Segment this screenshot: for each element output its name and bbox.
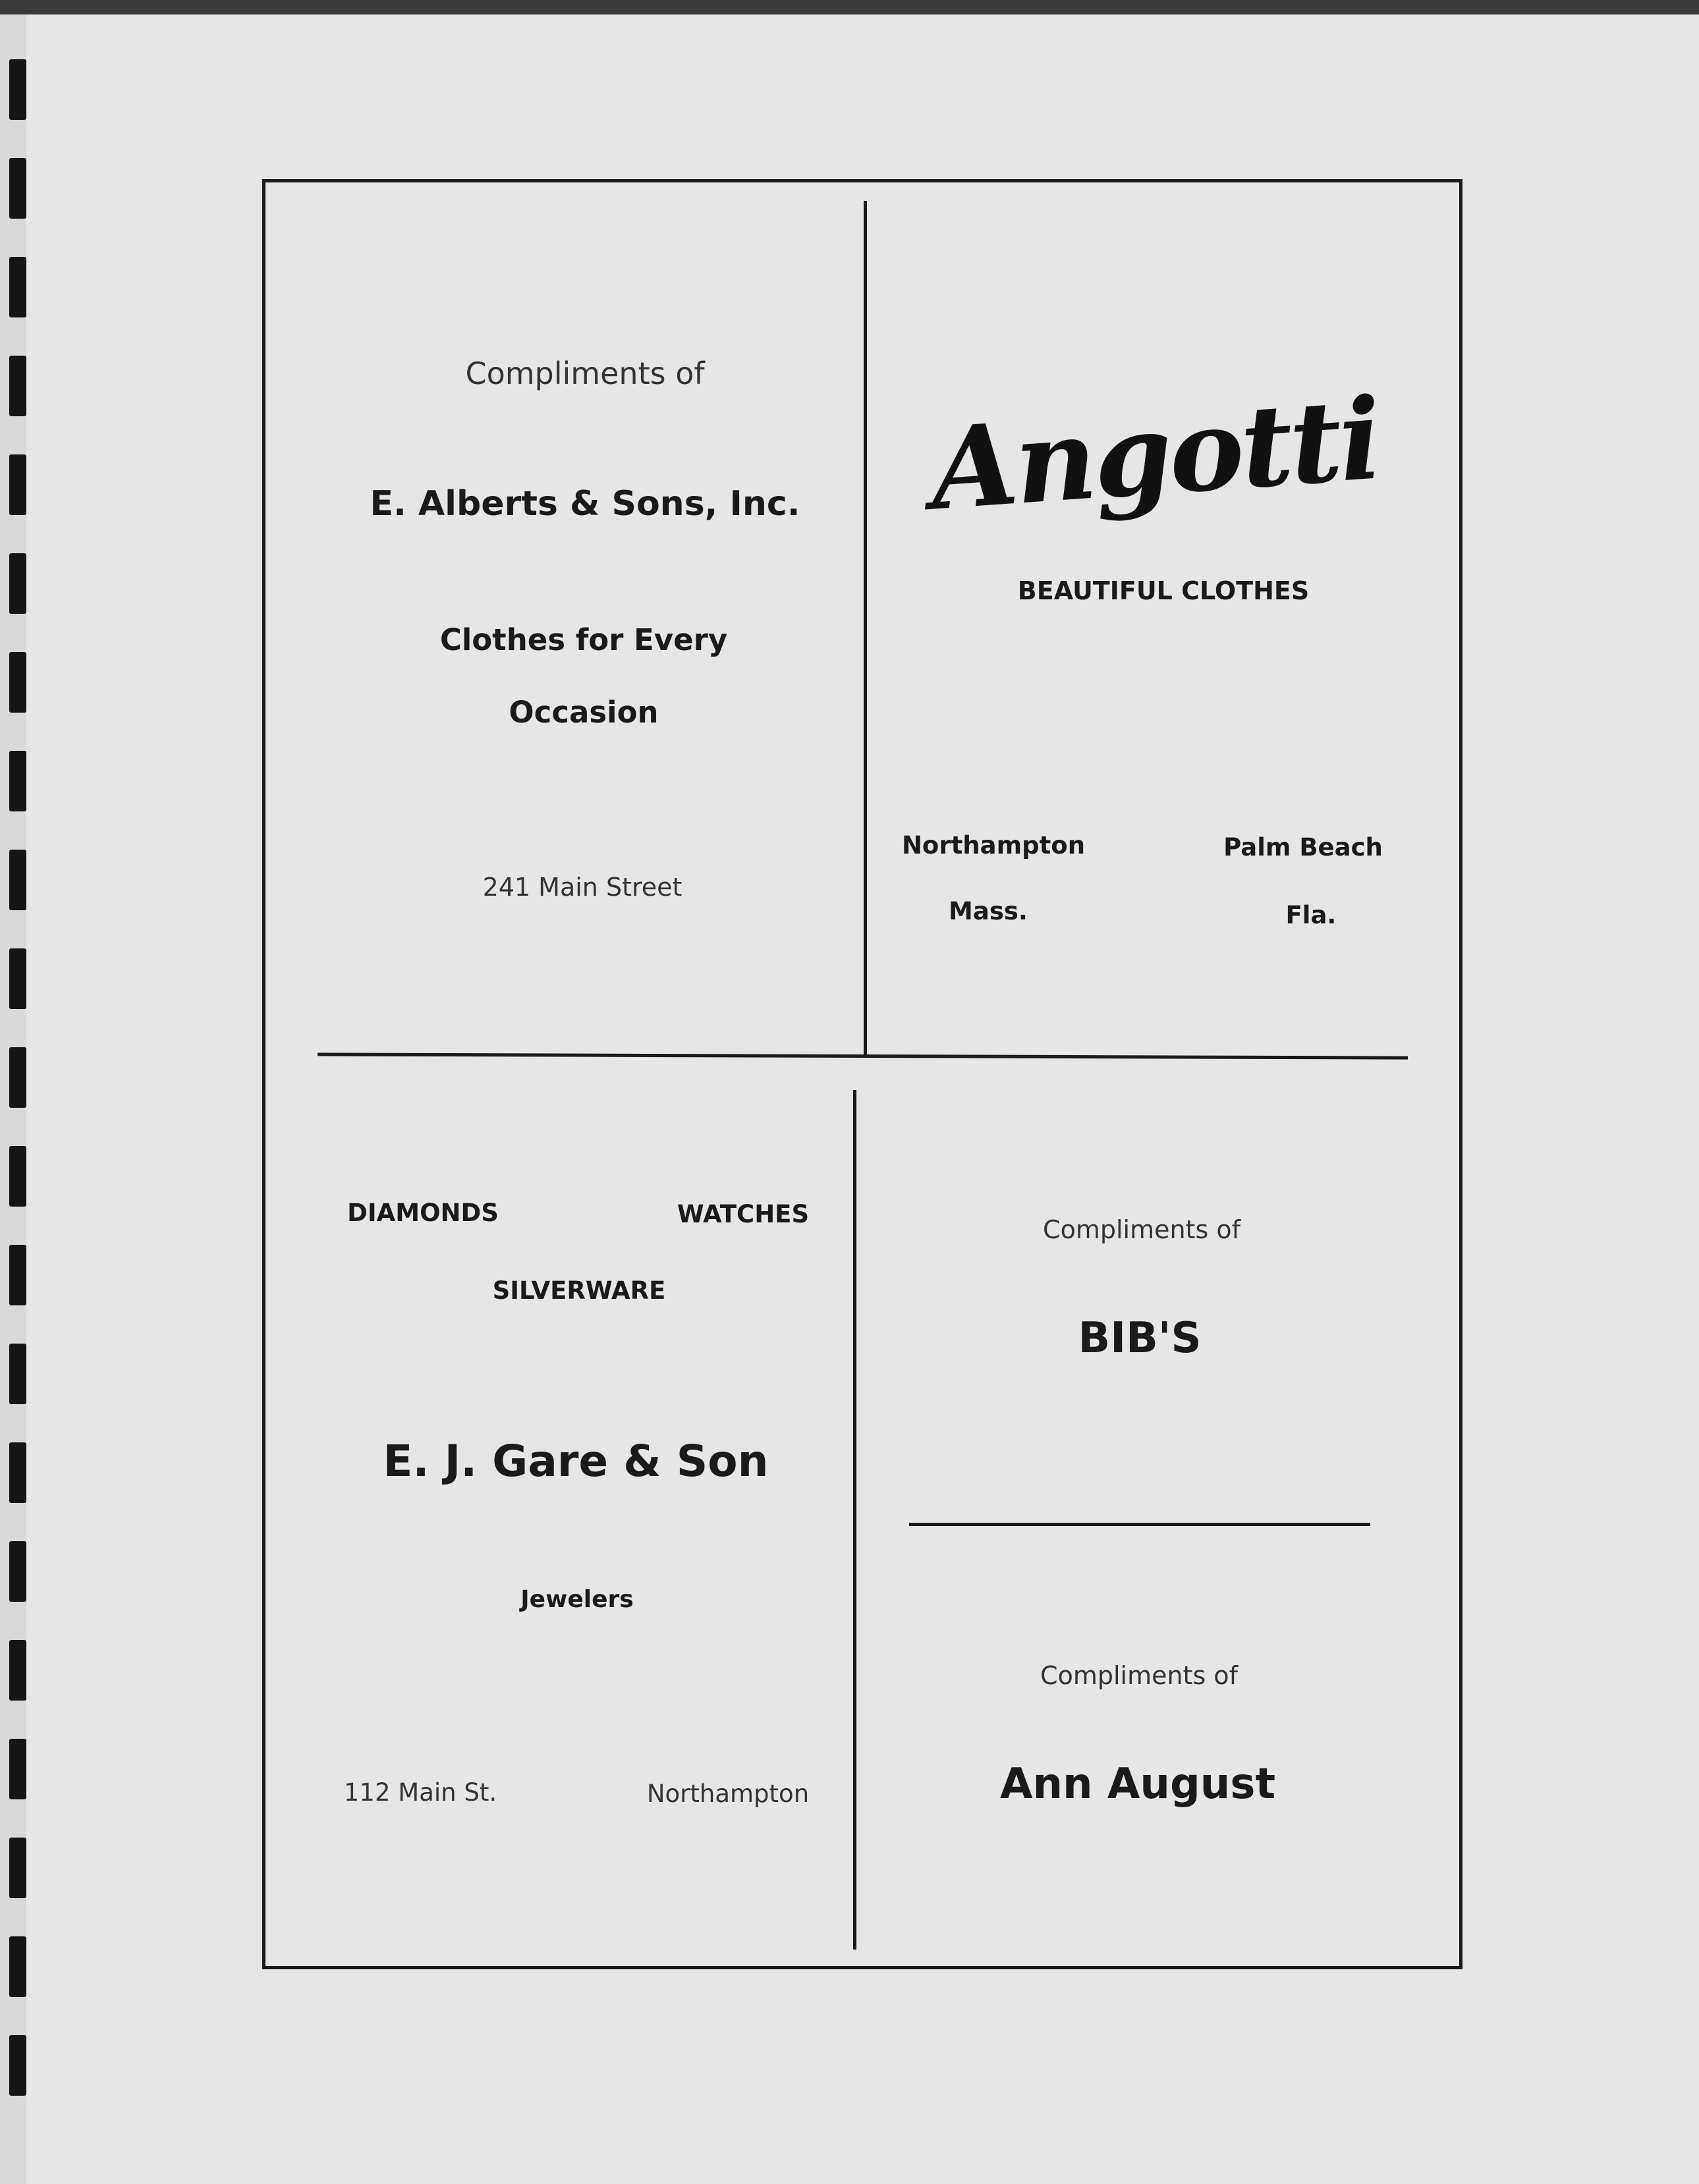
gare-item-diamonds: DIAMONDS [347,1199,499,1227]
alberts-tagline-line1: Clothes for Every [439,622,728,657]
gare-city: Northampton [646,1780,810,1808]
binding-coil [9,1640,26,1701]
binding-coil [9,257,26,317]
binding-coil [9,59,26,120]
binding-coil [9,1146,26,1207]
alberts-compliments: Compliments of [465,356,705,391]
ann-august-compliments: Compliments of [1040,1661,1238,1690]
angotti-state-2: Fla. [1285,901,1337,929]
binding-coil [9,2035,26,2096]
binding-coil [9,553,26,614]
binding-coil [9,158,26,219]
angotti-state-1: Mass. [949,897,1028,925]
binding-coil [9,1047,26,1108]
alberts-address: 241 Main Street [482,873,682,902]
bibs-name: BIB'S [1078,1314,1202,1363]
angotti-logo: Angotti [926,373,1383,536]
binding-coil [9,850,26,910]
binding-coil [9,1936,26,1997]
binding-coil [9,948,26,1009]
alberts-name: E. Alberts & Sons, Inc. [370,484,800,524]
binding-coil [9,1541,26,1602]
bibs-compliments: Compliments of [1043,1215,1240,1244]
gare-item-silverware: SILVERWARE [492,1276,666,1305]
scan-top-border [0,0,1699,14]
ann-august-name: Ann August [999,1760,1276,1809]
gare-item-watches: WATCHES [677,1200,810,1228]
gare-address: 112 Main St. [343,1778,497,1807]
alberts-tagline-line2: Occasion [509,695,659,730]
binding-coil [9,1245,26,1305]
binding-coil [9,454,26,515]
binding-coil [9,356,26,416]
binding-coil [9,1838,26,1898]
binding-coil [9,751,26,811]
vertical-divider-bottom [853,1090,856,1950]
vertical-divider-top [864,201,867,1057]
angotti-city-1: Northampton [901,831,1086,860]
binding-coil [9,1739,26,1799]
binding-coil [9,1344,26,1404]
bibs-separator [909,1523,1370,1526]
angotti-tagline: BEAUTIFUL CLOTHES [1017,576,1310,605]
binding-coil [9,1442,26,1503]
angotti-city-2: Palm Beach [1223,833,1383,861]
binding-coil [9,652,26,713]
gare-trade: Jewelers [520,1586,634,1613]
spiral-binding [9,59,29,2101]
gare-name: E. J. Gare & Son [383,1436,769,1487]
